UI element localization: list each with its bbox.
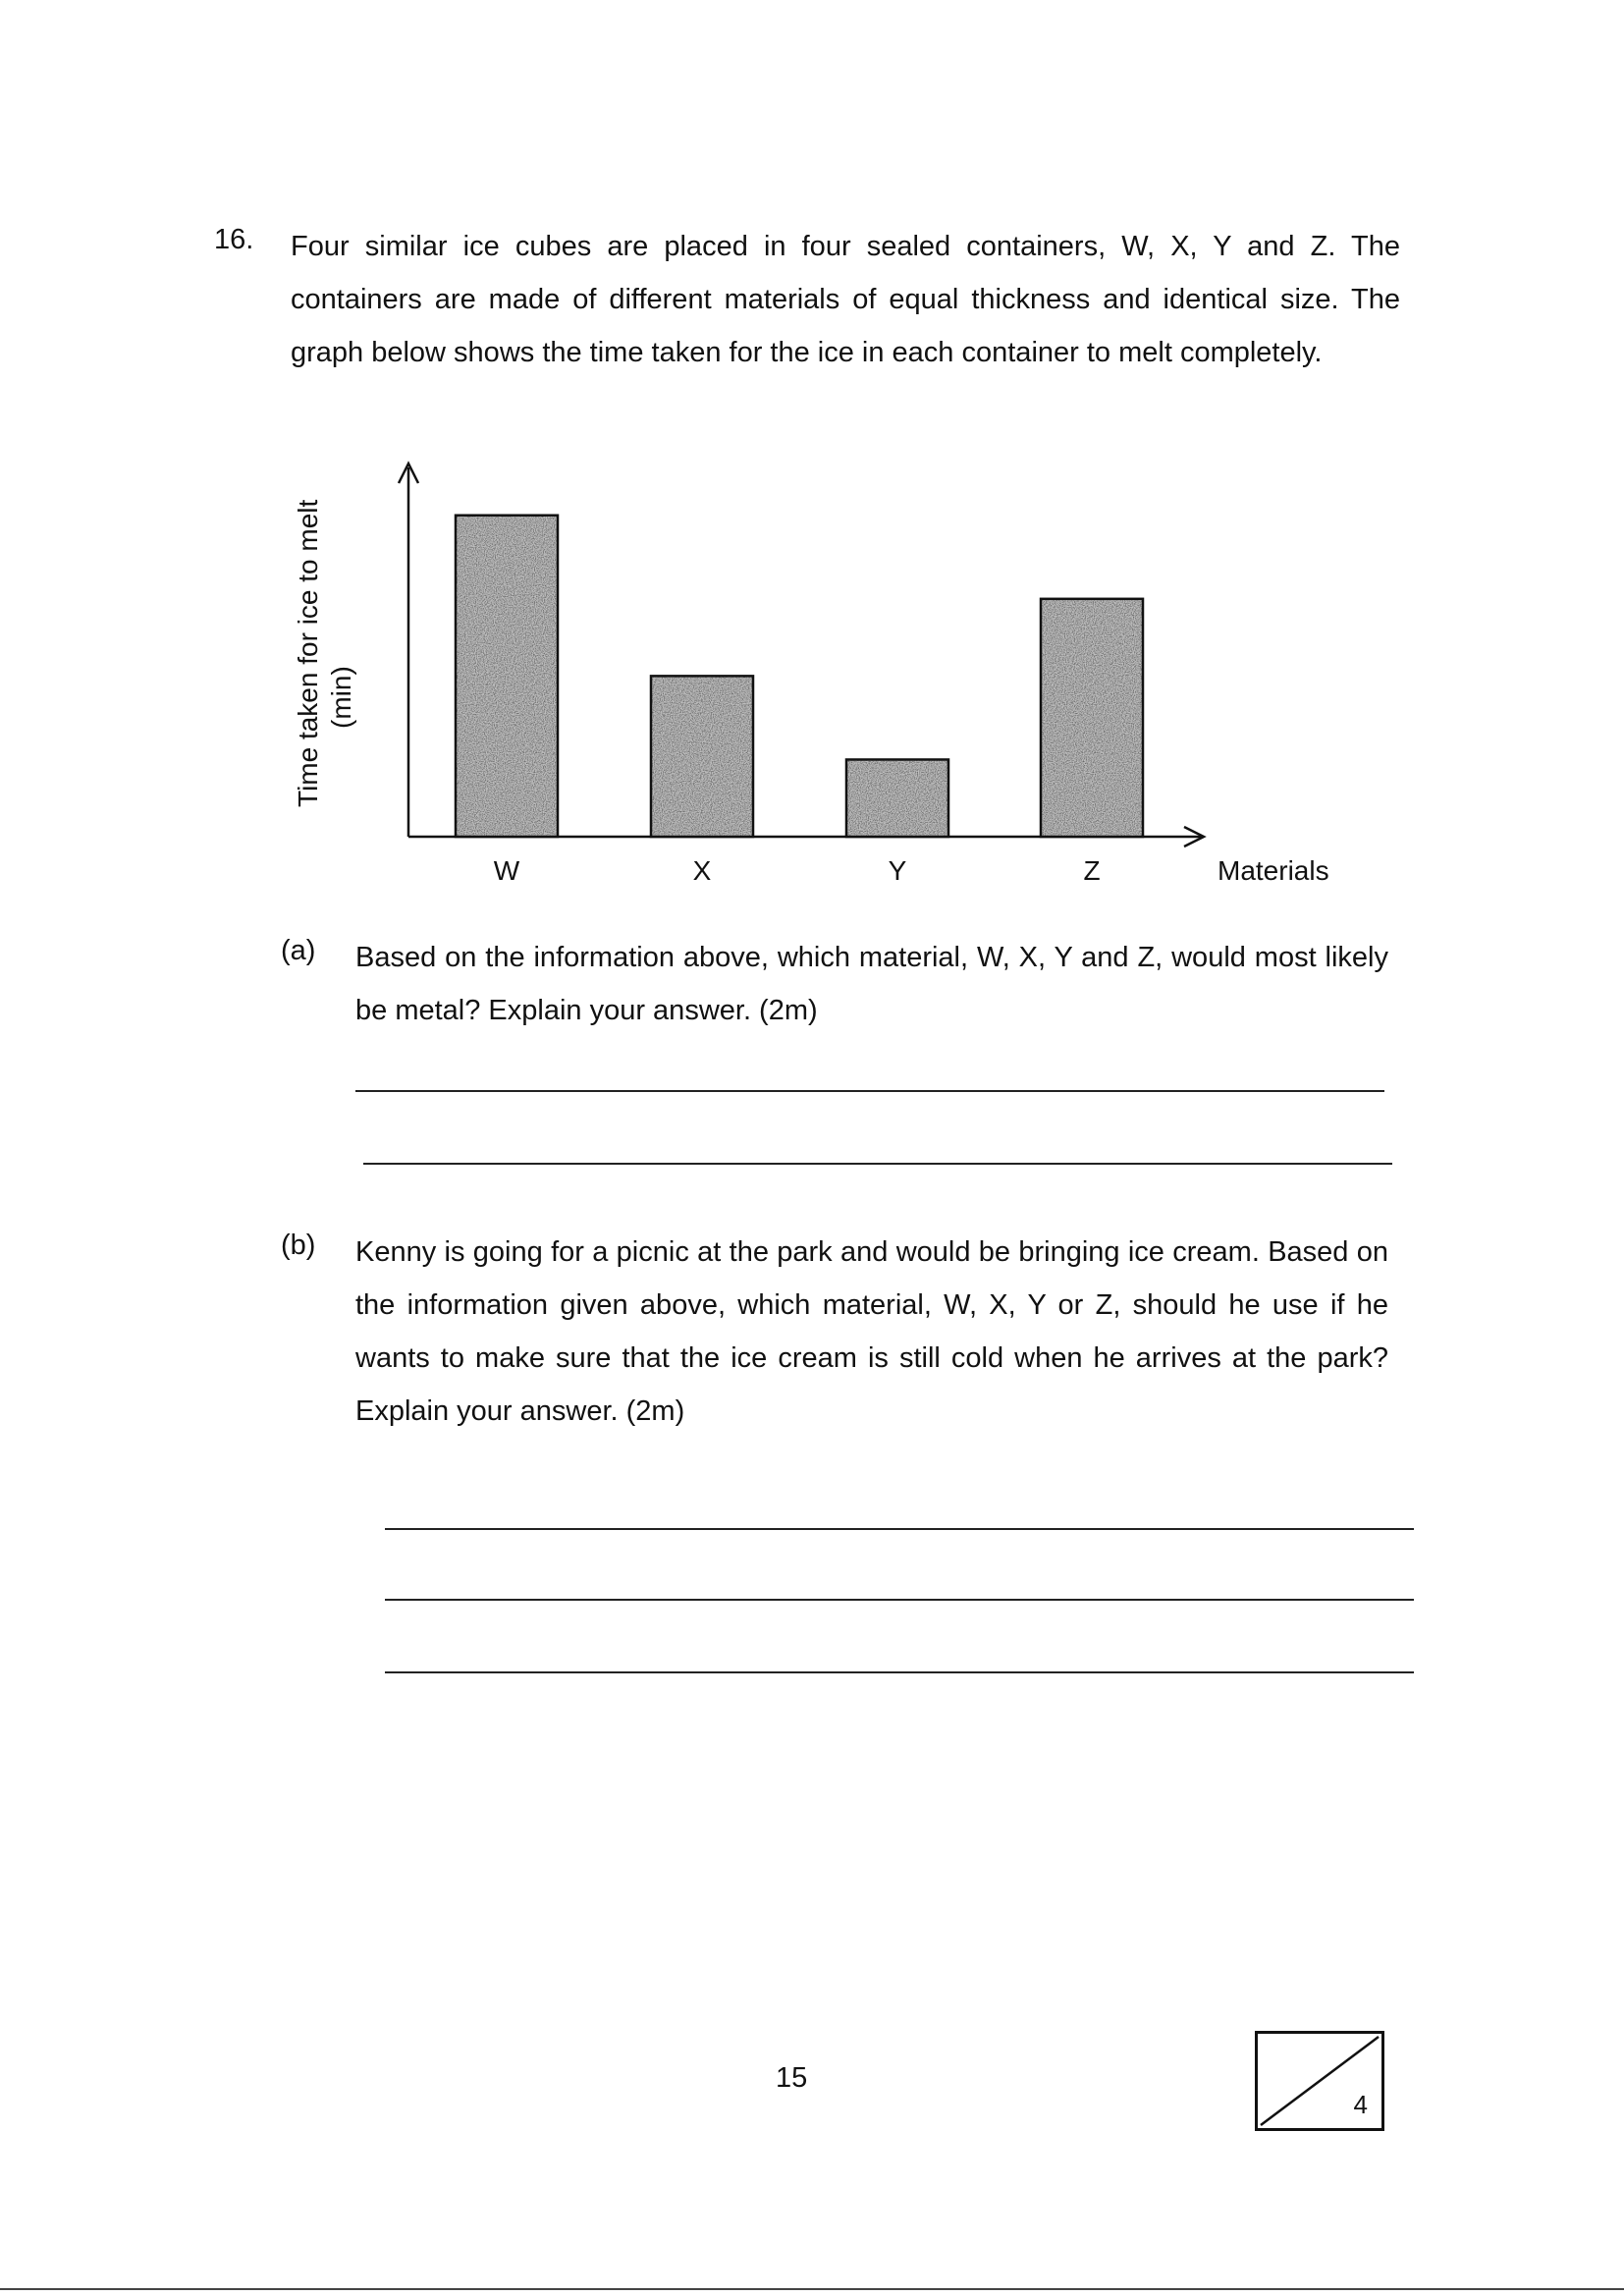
part-b-answer-line-1[interactable] <box>385 1528 1414 1530</box>
part-a-answer-line-2[interactable] <box>363 1163 1392 1165</box>
part-a-label: (a) <box>281 935 316 966</box>
bar-w <box>456 516 558 837</box>
bar-z <box>1041 599 1143 837</box>
bottom-rule <box>0 2288 1624 2290</box>
bar-x <box>651 676 753 837</box>
part-a-question: Based on the information above, which material, W, X, Y and Z, would most likely be metal? Explain your answer. (2m) <box>355 942 1388 1026</box>
page-number: 15 <box>776 2062 808 2094</box>
y-axis-label-line-1: Time taken for ice to melt <box>293 499 323 807</box>
part-b-question: Kenny is going for a picnic at the park and would be bringing ice cream. Based on the information given above, which material, W, X, Y or Z, should he use if he wants to make sure that the ice cream is still cold when he arrives at the park? Explain your answer. (2m) <box>355 1236 1388 1427</box>
part-a-answer-line-1[interactable] <box>355 1090 1384 1092</box>
x-axis-label: Materials <box>1218 855 1329 886</box>
bar-y <box>846 759 948 837</box>
y-axis-label <box>293 499 356 807</box>
part-b-answer-line-3[interactable] <box>385 1671 1414 1673</box>
question-stem: Four similar ice cubes are placed in four sealed containers, W, X, Y and Z. The containers are made of different materials of equal thickness and identical size. The graph below shows the time taken for the ice in each container to melt completely. <box>291 231 1400 368</box>
y-axis-label-line-2: (min) <box>326 666 356 729</box>
x-tick-label-y: Y <box>888 855 907 886</box>
x-tick-label-z: Z <box>1083 855 1101 886</box>
part-b-answer-line-2[interactable] <box>385 1599 1414 1601</box>
bar-chart <box>285 444 1365 905</box>
marks-value: 4 <box>1353 2090 1368 2119</box>
x-tick-label-x: X <box>692 855 712 886</box>
part-b-label: (b) <box>281 1230 316 1261</box>
x-tick-label-w: W <box>493 855 520 886</box>
marks-box <box>1255 2031 1384 2131</box>
question-number: 16. <box>214 224 254 255</box>
